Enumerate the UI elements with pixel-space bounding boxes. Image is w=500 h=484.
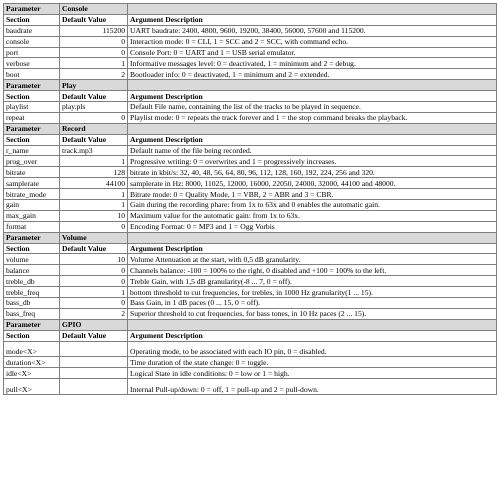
parameter-name: bass_freq: [4, 308, 60, 319]
argument-description: Superior threshold to cut frequencies, for bass tones, in 10 Hz paces (2 ... 15).: [128, 308, 497, 319]
section-name: Play: [60, 80, 128, 91]
default-value: 0: [60, 47, 128, 58]
header-spacer: [128, 4, 497, 15]
configuration-table: [3, 3, 497, 395]
argument-description: Operating mode, to be associated with each IO pin, 0 = disabled.: [128, 341, 497, 357]
column-header-row: [4, 14, 497, 25]
column-header-row: [4, 243, 497, 254]
argument-description: bottom threshold to cut frequencies, for trebles, in 1000 Hz granularity(1 ... 15).: [128, 287, 497, 298]
section-header-row: [4, 232, 497, 243]
argument-description: Default File name, containing the list of the tracks to be played in sequence.: [128, 102, 497, 113]
argument-description: Playlist mode: 0 = repeats the track forever and 1 = the stop command breaks the playback.: [128, 112, 497, 123]
argument-description: Bootloader info: 0 = deactivated, 1 = minimum and 2 = extended.: [128, 69, 497, 80]
parameter-row: [4, 368, 497, 379]
section-label: Section: [4, 243, 60, 254]
parameter-name: volume: [4, 254, 60, 265]
default-value: 44100: [60, 178, 128, 189]
default-value-label: Default Value: [60, 14, 128, 25]
parameter-name: repeat: [4, 112, 60, 123]
default-value: 1: [60, 200, 128, 211]
default-value: 0: [60, 36, 128, 47]
parameter-row: [4, 25, 497, 36]
section-header-row: [4, 319, 497, 330]
parameter-row: [4, 200, 497, 211]
default-value: 10: [60, 254, 128, 265]
column-header-row: [4, 330, 497, 341]
parameter-label: Parameter: [4, 80, 60, 91]
parameter-name: format: [4, 221, 60, 232]
section-name: Volume: [60, 232, 128, 243]
parameter-row: [4, 378, 497, 394]
argument-description-label: Argument Description: [128, 91, 497, 102]
parameter-name: idle<X>: [4, 368, 60, 379]
parameter-row: [4, 58, 497, 69]
parameter-name: verbose: [4, 58, 60, 69]
argument-description: Console Port: 0 = UART and 1 = USB serial emulator.: [128, 47, 497, 58]
parameter-row: [4, 167, 497, 178]
parameter-name: mode<X>: [4, 341, 60, 357]
header-spacer: [128, 123, 497, 134]
parameter-name: balance: [4, 265, 60, 276]
parameter-row: [4, 265, 497, 276]
argument-description: Internal Pull-up/down: 0 = off, 1 = pull-up and 2 = pull-down.: [128, 378, 497, 394]
parameter-row: [4, 276, 497, 287]
column-header-row: [4, 91, 497, 102]
parameter-name: max_gain: [4, 210, 60, 221]
default-value: 1: [60, 189, 128, 200]
section-header-row: [4, 80, 497, 91]
parameter-name: treble_freq: [4, 287, 60, 298]
argument-description: Channels balance: -100 = 100% to the right, 0 disabled and +100 = 100% to the left.: [128, 265, 497, 276]
default-value: play.pls: [60, 102, 128, 113]
section-label: Section: [4, 91, 60, 102]
parameter-row: [4, 357, 497, 368]
section-label: Section: [4, 330, 60, 341]
parameter-name: prog_over: [4, 156, 60, 167]
parameter-label: Parameter: [4, 319, 60, 330]
parameter-row: [4, 69, 497, 80]
header-spacer: [128, 232, 497, 243]
parameter-row: [4, 47, 497, 58]
default-value-label: Default Value: [60, 91, 128, 102]
default-value: 2: [60, 308, 128, 319]
header-spacer: [128, 319, 497, 330]
parameter-name: port: [4, 47, 60, 58]
argument-description: Default name of the file being recorded.: [128, 145, 497, 156]
section-name: Console: [60, 4, 128, 15]
parameter-name: bass_db: [4, 298, 60, 309]
parameter-label: Parameter: [4, 4, 60, 15]
column-header-row: [4, 134, 497, 145]
parameter-row: [4, 221, 497, 232]
default-value: [60, 357, 128, 368]
section-header-row: [4, 4, 497, 15]
default-value: track.mp3: [60, 145, 128, 156]
default-value: 10: [60, 210, 128, 221]
parameter-row: [4, 36, 497, 47]
parameter-name: r_name: [4, 145, 60, 156]
default-value: [60, 368, 128, 379]
default-value-label: Default Value: [60, 243, 128, 254]
parameter-row: [4, 210, 497, 221]
argument-description: Interaction mode: 0 = CLI, 1 = SCC and 2 = SCC, with command echo.: [128, 36, 497, 47]
section-label: Section: [4, 134, 60, 145]
configuration-table-body: [4, 4, 497, 395]
section-label: Section: [4, 14, 60, 25]
default-value: 1: [60, 156, 128, 167]
parameter-row: [4, 102, 497, 113]
argument-description: Progressive writing: 0 = overwrites and 1 = progressively increases.: [128, 156, 497, 167]
argument-description: Logical State in idle conditions: 0 = low or 1 = high.: [128, 368, 497, 379]
parameter-row: [4, 341, 497, 357]
argument-description-label: Argument Description: [128, 243, 497, 254]
parameter-name: bitrate: [4, 167, 60, 178]
argument-description: bitrate in kbit/s: 32, 40, 48, 56, 64, 80, 96, 112, 128, 160, 192, 224, 256 and 320.: [128, 167, 497, 178]
parameter-name: samplerate: [4, 178, 60, 189]
default-value: 2: [60, 69, 128, 80]
argument-description: Informative messages level: 0 = deactivated, 1 = minimum and 2 = debug.: [128, 58, 497, 69]
argument-description: Treble Gain, with 1,5 dB granularity(-8 ... 7, 0 = off).: [128, 276, 497, 287]
argument-description-label: Argument Description: [128, 14, 497, 25]
argument-description-label: Argument Description: [128, 134, 497, 145]
argument-description: Gain during the recording phare: from 1x to 63x and 0 enables the automatic gain.: [128, 200, 497, 211]
default-value: 128: [60, 167, 128, 178]
default-value-label: Default Value: [60, 330, 128, 341]
parameter-name: bitrate_mode: [4, 189, 60, 200]
argument-description: Bitrate mode: 0 = Quality Mode, 1 = VBR, 2 = ABR and 3 = CBR.: [128, 189, 497, 200]
parameter-name: console: [4, 36, 60, 47]
argument-description-label: Argument Description: [128, 330, 497, 341]
argument-description: Bass Gain, in 1 dB paces (0 ... 15, 0 = off).: [128, 298, 497, 309]
parameter-row: [4, 145, 497, 156]
default-value: 0: [60, 221, 128, 232]
default-value: 0: [60, 265, 128, 276]
parameter-row: [4, 287, 497, 298]
argument-description: UART baudrate: 2400, 4800, 9600, 19200, 38400, 56000, 57600 and 115200.: [128, 25, 497, 36]
default-value: 0: [60, 112, 128, 123]
section-name: GPIO: [60, 319, 128, 330]
parameter-row: [4, 178, 497, 189]
parameter-row: [4, 189, 497, 200]
argument-description: Maximum value for the automatic gain: from 1x to 63x.: [128, 210, 497, 221]
parameter-name: gain: [4, 200, 60, 211]
header-spacer: [128, 80, 497, 91]
parameter-name: baudrate: [4, 25, 60, 36]
argument-description: Volume Attenuation at the start, with 0,5 dB granularity.: [128, 254, 497, 265]
default-value: 1: [60, 287, 128, 298]
argument-description: samplerate in Hz: 8000, 11025, 12000, 16000, 22050, 24000, 32000, 44100 and 48000.: [128, 178, 497, 189]
default-value: 115200: [60, 25, 128, 36]
parameter-row: [4, 156, 497, 167]
parameter-row: [4, 298, 497, 309]
parameter-name: treble_db: [4, 276, 60, 287]
parameter-label: Parameter: [4, 123, 60, 134]
parameter-name: duration<X>: [4, 357, 60, 368]
default-value: [60, 378, 128, 394]
parameter-label: Parameter: [4, 232, 60, 243]
section-name: Record: [60, 123, 128, 134]
parameter-row: [4, 254, 497, 265]
default-value: 0: [60, 298, 128, 309]
parameter-name: pull<X>: [4, 378, 60, 394]
default-value: 0: [60, 276, 128, 287]
parameter-row: [4, 308, 497, 319]
argument-description: Time duration of the state change: 0 = toggle.: [128, 357, 497, 368]
parameter-name: playlist: [4, 102, 60, 113]
parameter-row: [4, 112, 497, 123]
section-header-row: [4, 123, 497, 134]
parameter-name: boot: [4, 69, 60, 80]
default-value-label: Default Value: [60, 134, 128, 145]
default-value: [60, 341, 128, 357]
argument-description: Encoding Format: 0 = MP3 and 1 = Ogg Vorbis: [128, 221, 497, 232]
default-value: 1: [60, 58, 128, 69]
